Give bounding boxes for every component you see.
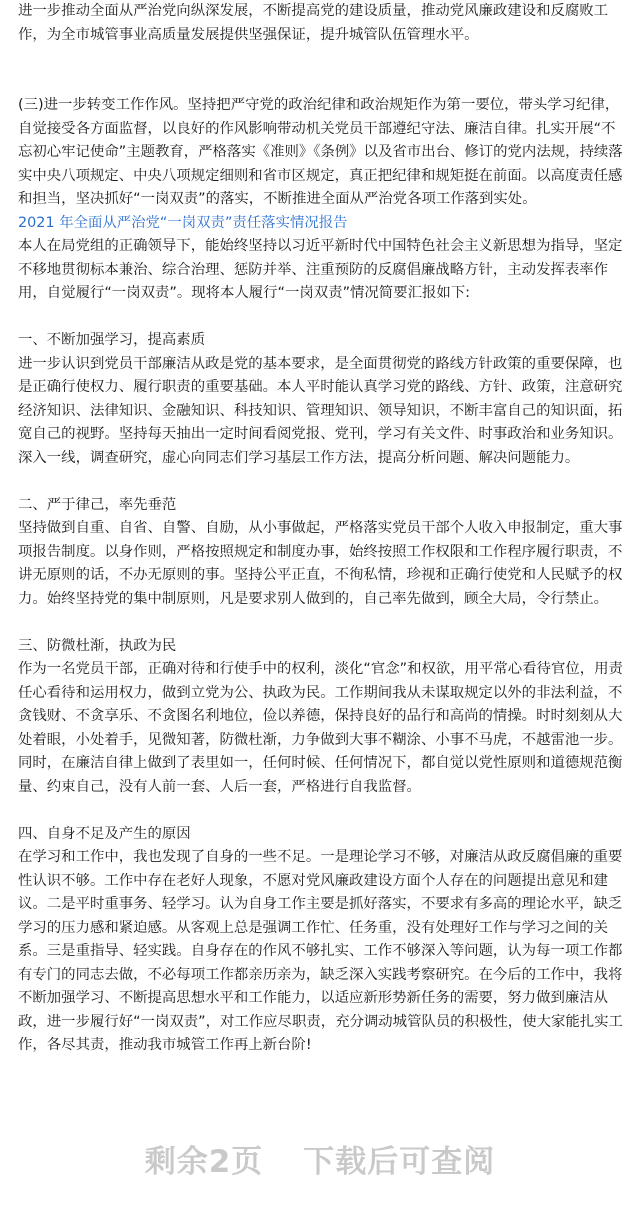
download-to-read-label[interactable]: 下载后可查阅	[303, 1144, 496, 1180]
paragraph-4: 在学习和工作中，我也发现了自身的一些不足。一是理论学习不够，对廉洁从政反腐倡廉的重要性认识不够。工作中存在老好人现象，不愿对党风廉政建设方面个人存在的问题提出意见和建议。二是平时重事务、轻学习。认为自身工作主要是抓好落实，不要求有多高的理论水平，缺乏学习的压力感和紧迫感。从客观上总是强调工作忙、任务重，没有处理好工作与学习之间的关系。三是重指导、轻实践。自身存在的作风不够扎实、工作不够深入等问题，认为每一项工作都有专门的同志去做，不必每项工作都亲历亲为，缺乏深入实践考察研究。在今后的工作中，我将不断加强学习、不断提高思想水平和工作能力，以适应新形势新任务的需要，努力做到廉洁从政，进一步履行好“一岗双责”，对工作应尽职责，充分调动城管队员的积极性，使大家能扎实工作，各尽其责，推动我市城管工作再上新台阶!	[18, 849, 623, 1053]
document-body	[18, 0, 624, 1058]
heading-3: 三、防微杜渐，执政为民	[18, 637, 177, 654]
report-title-link[interactable]: 2021 年全面从严治党“一岗双责”责任落实情况报告	[18, 214, 348, 231]
intro-paragraph-cut: 进一步推动全面从严治党向纵深发展，不断提高党的建设质量，推动党风廉政建设和反腐败工作，为全市城管事业高质量发展提供坚强保证，提升城管队伍管理水平。	[18, 3, 609, 43]
paragraph-2: 坚持做到自重、自省、自警、自励，从小事做起，严格落实党员干部个人收入申报制定，重大事项报告制度。以身作则，严格按照规定和制度办事，始终按照工作权限和工作程序履行职责，不讲无原则的话，不办无原则的事。坚持公平正直，不徇私情，珍视和正确行使党和人民赋予的权力。始终坚持党的集中制原则，凡是要求别人做到的，自己率先做到，顾全大局，令行禁止。	[18, 520, 623, 607]
heading-2: 二、严于律己，率先垂范	[18, 496, 177, 513]
heading-1: 一、不断加强学习，提高素质	[18, 332, 206, 348]
section-3-paragraph: (三)进一步转变工作作风。坚持把严守党的政治纪律和政治规矩作为第一要位，带头学习纪律，自觉接受各方面监督，以良好的作风影响带动机关党员干部遵纪守法、廉洁自律。扎实开展“不忘初心牢记使命”主题教育，严格落实《准则》《条例》以及省市出台、修订的党内法规，持续落实中央八项规定、中央八项规定细则和省市区规定，真正把纪律和规矩挺在前面。以高度责任感和担当，坚决抓好“一岗双责”的落实，不断推进全面从严治党各项工作落到实处。	[18, 97, 623, 207]
download-prompt-banner[interactable]	[0, 1136, 640, 1186]
paragraph-3: 作为一名党员干部，正确对待和行使手中的权利，淡化“官念”和权欲，用平常心看待官位，用责任心看待和运用权力，做到立党为公、执政为民。工作期间我从未谋取规定以外的非法利益，不贪钱财、不贪享乐、不贪图名利地位，俭以养德，保持良好的品行和高尚的情操。时时刻刻从大处着眼，小处着手，见微知著，防微杜渐，力争做到大事不糊涂、小事不马虎，不越雷池一步。同时，在廉洁自律上做到了表里如一，任何时候、任何情况下，都自觉以党性原则和道德规范衡量、约束自己，没有人前一套、人后一套，严格进行自我监督。	[18, 661, 623, 795]
spacer	[18, 47, 624, 94]
spacer	[18, 470, 624, 494]
heading-4: 四、自身不足及产生的原因	[18, 825, 191, 842]
spacer	[18, 799, 624, 823]
paragraph-1: 进一步认识到党员干部廉洁从政是党的基本要求，是全面贯彻党的路线方针政策的重要保障，也是正确行使权力、履行职责的重要基础。本人平时能认真学习党的路线、方针、政策，注意研究经济知识、法律知识、金融知识、科技知识、管理知识、领导知识，不断丰富自己的知识面，拓宽自己的视野。坚持每天抽出一定时间看阅党报、党刊，学习有关文件、时事政治和业务知识。深入一线，调查研究，虚心向同志们学习基层工作方法，提高分析问题、解决问题能力。	[18, 355, 623, 466]
spacer	[18, 306, 624, 330]
report-intro-paragraph: 本人在局党组的正确领导下，能始终坚持以习近平新时代中国特色社会主义新思想为指导，坚定不移地贯彻标本兼治、综合治理、惩防并举、注重预防的反腐倡廉战略方针，主动发挥表率作用，自觉履行“一岗双责”。现将本人履行“一岗双责”情况简要汇报如下:	[18, 238, 623, 301]
remaining-pages-label: 剩余2页	[144, 1144, 264, 1180]
spacer	[18, 611, 624, 635]
